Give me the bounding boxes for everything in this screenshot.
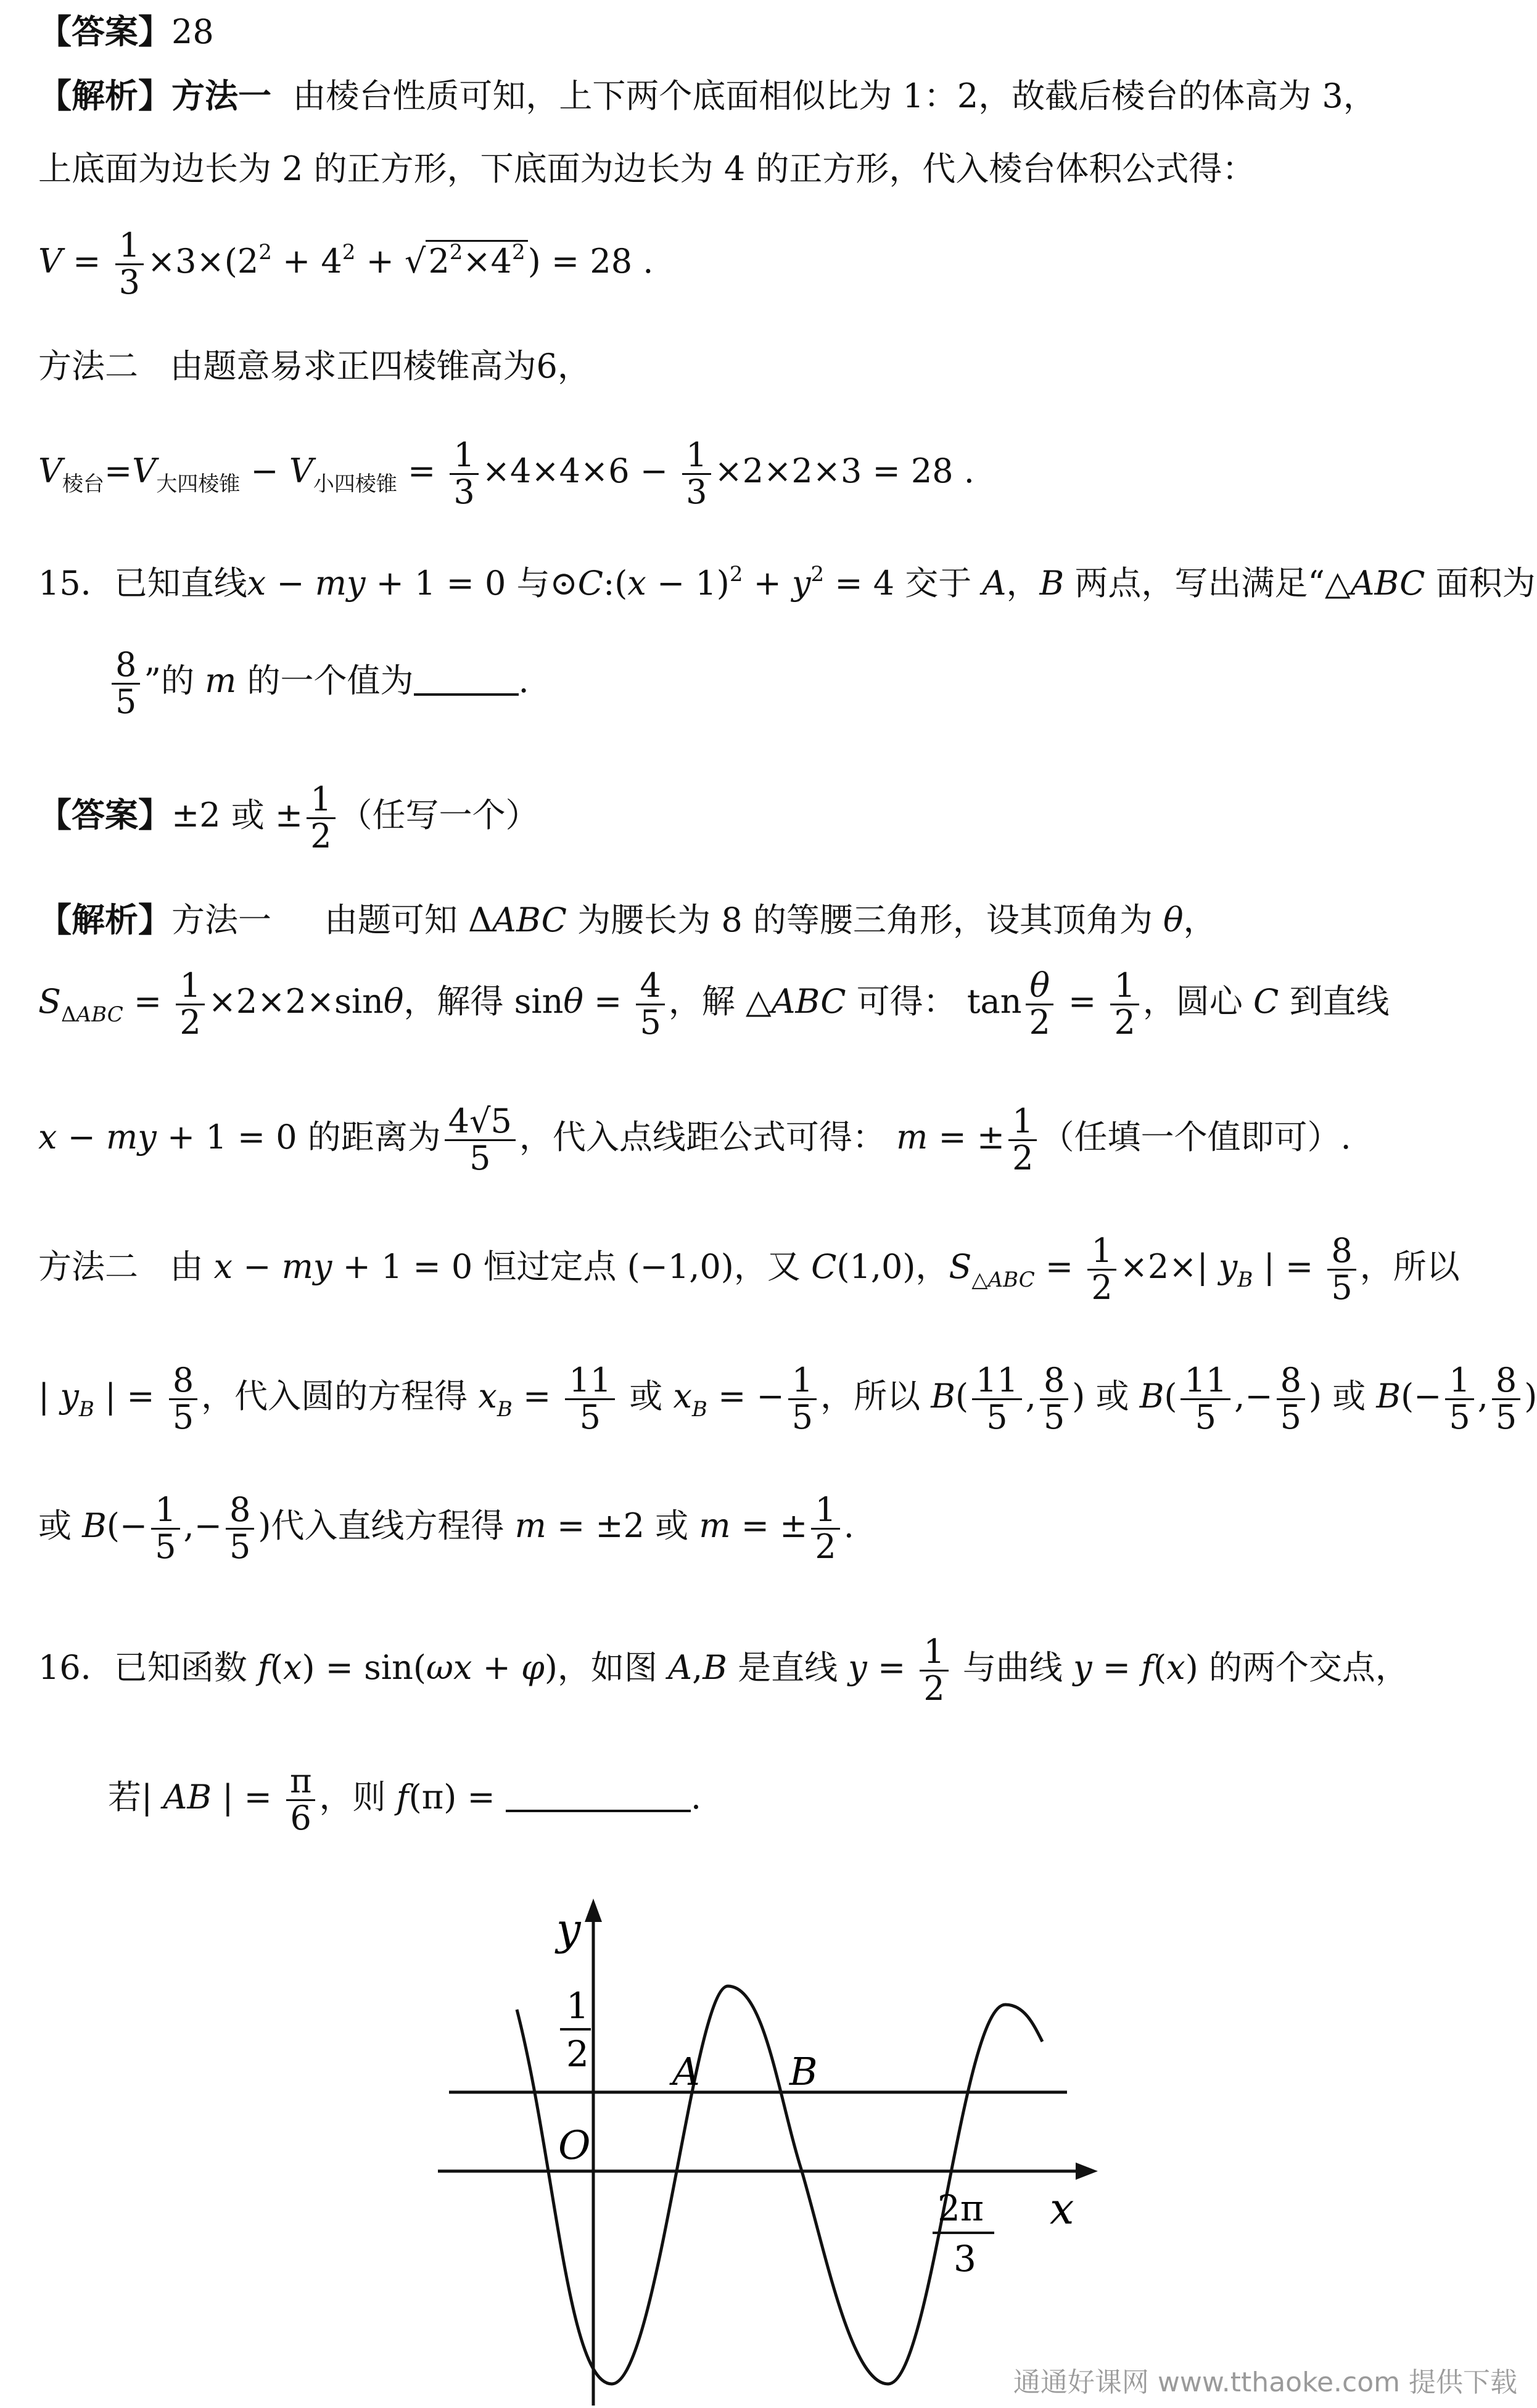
q16-question-line2: 若| AB | = $\frac{\pi}{6}$ ，则 f(π) = . — [108, 1762, 702, 1837]
q14-method2-line1: 方法二 由题意易求正四棱锥高为6， — [38, 347, 591, 386]
tick-numerator: 2π — [937, 2187, 984, 2229]
q15-answer: 【答案】±2 或 ± $\frac{1}{2}$ （任写一个） — [38, 780, 539, 856]
sine-curve — [517, 1986, 1042, 2384]
watermark: 通通好课网 www.tthaoke.com 提供下载 — [1013, 2367, 1517, 2398]
y-axis-arrow-icon — [585, 1899, 602, 1922]
q15-question-line2: $\frac{8}{5}$ ”的 m 的一个值为 . — [108, 648, 529, 719]
y-label: y — [556, 1904, 581, 1955]
x-axis-arrow-icon — [1076, 2163, 1098, 2180]
q14-volume-formula: V = $\frac{1}{3}$ $\times 3\times(2^2 + 4^2 + √2^2\times 4^2) = 28$ . — [38, 226, 654, 302]
q15-solution-line1: 【解析】方法一 由题可知 ΔABC 为腰长为 8 的等腰三角形，设其顶角为 θ， — [38, 900, 1217, 939]
q15-solution-line2: $S_{\Delta ABC}$ = $\frac{1}{2}$ ×2×2×sinθ，解得 sinθ = $\frac{4}{5}$ ，解 △ABC 可得： tan $\frac{\theta}{2}$ = $\frac{1}{2}$ ，圆心 C 到直线 — [38, 966, 1390, 1042]
q15-method2-line3: 或 B(− $\frac{1}{5}$ ,− $\frac{8}{5}$ )代入直线方程得 m = ±2 或 m = ± $\frac{1}{2}$ . — [38, 1490, 854, 1566]
q15-solution-line3: x − my + 1 = 0 的距离为 $\frac{4√5}{5}$ ，代入点线距公式可得： m = ± $\frac{1}{2}$ （任填一个值即可）. — [38, 1102, 1351, 1177]
half-numerator: 1 — [566, 1985, 589, 2027]
q16-answer-blank[interactable] — [506, 1780, 691, 1812]
q14-method2-formula: $V_{棱台}=V_{大四棱锥} - V_{小四棱锥}$ = $\frac{1}{3}$ ×4×4×6 − $\frac{1}{3}$ ×2×2×3 = 28 . — [38, 435, 975, 511]
half-denominator: 2 — [566, 2033, 589, 2075]
q14-answer: 【答案】28 — [38, 12, 214, 51]
q14-solution-line1: 【解析】方法一 由棱台性质可知，上下两个底面相似比为 1：2，故截后棱台的体高为 3， — [38, 76, 1377, 115]
point-a-label: A — [672, 2049, 700, 2094]
point-b-label: B — [789, 2049, 818, 2094]
sine-graph — [432, 1875, 1110, 2408]
q16-question-line1: 16．已知函数 f(x) = sin(ωx + φ)，如图 A,B 是直线 y = $\frac{1}{2}$ 与曲线 y = f(x) 的两个交点， — [38, 1632, 1409, 1708]
q15-question-line1: 15．已知直线x − my + 1 = 0 与⊙C:(x − $1)^2 + y^2 = 4$ 交于 A，B 两点，写出满足“△ABC 面积为 — [38, 562, 1536, 603]
q14-solution-line2: 上底面为边长为 2 的正方形，下底面为边长为 4 的正方形，代入棱台体积公式得： — [38, 149, 1256, 188]
x-label: x — [1050, 2183, 1074, 2234]
q15-answer-blank[interactable] — [414, 664, 519, 696]
q15-method2-line2: | $y_B$ | = $\frac{8}{5}$ ，代入圆的方程得 $x_B$ = $\frac{11}{5}$ 或 $x_B$ = − $\frac{1}{5}$ ，所以 B( $\frac{11}{5}$ , $\frac{8}{5}$ ) 或 B( $\frac{11}{5}$ ,− $\frac{8}{5}$ ) 或 B(− $\frac{1}{5}$ , $\frac{8}{5}$ ) — [38, 1361, 1537, 1437]
tick-denominator: 3 — [954, 2238, 976, 2280]
origin-label: O — [558, 2123, 591, 2169]
q15-method2-line1: 方法二 由 x − my + 1 = 0 恒过定点 (−1,0)，又 C(1,0)，$S_{\triangle ABC}$ = $\frac{1}{2}$ ×2×| $y_B$ | = $\frac{8}{5}$ ，所以 — [38, 1231, 1460, 1307]
